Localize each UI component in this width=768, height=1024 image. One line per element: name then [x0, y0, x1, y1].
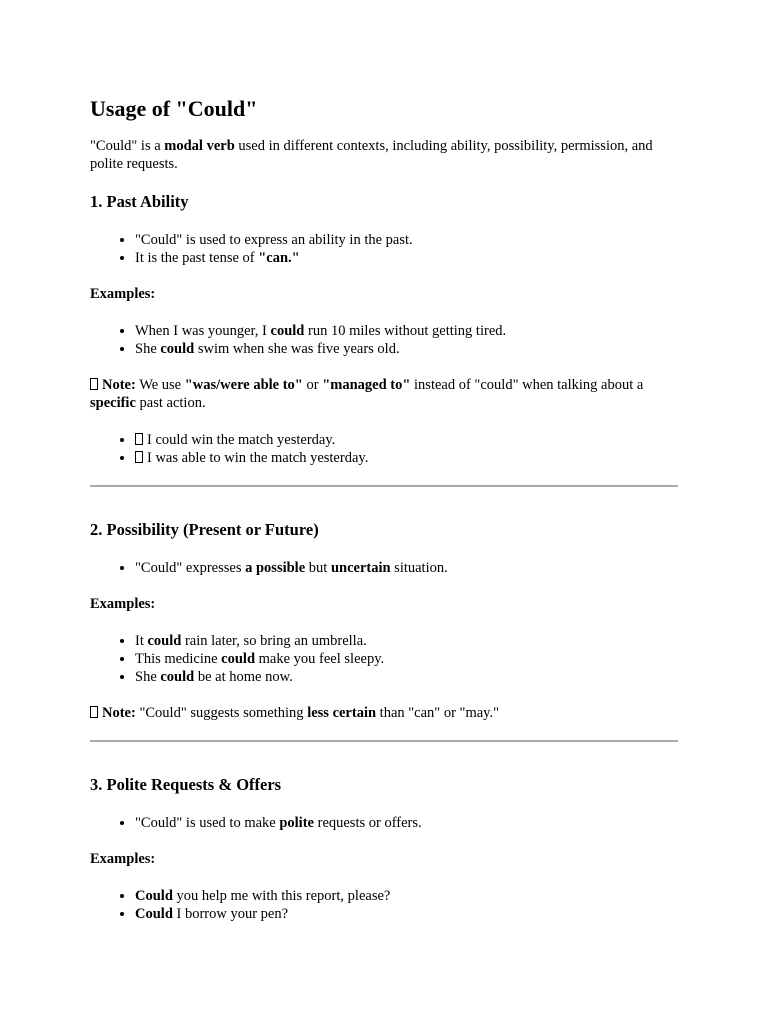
note-bold: "managed to": [322, 377, 411, 393]
bullet-bold: a possible: [245, 560, 306, 576]
list-item: [135, 340, 678, 358]
section-3-examples: [90, 887, 678, 923]
section-2-examples: [90, 632, 678, 686]
missing-glyph-icon: [90, 706, 98, 718]
list-item: [135, 668, 678, 686]
section-2-examples-label: Examples:: [90, 596, 156, 612]
list-item: [135, 632, 678, 650]
bullet-bold: "can.": [258, 250, 300, 266]
intro-text: "Could" is a: [90, 138, 165, 154]
missing-glyph-icon: [135, 433, 143, 445]
list-item: [135, 249, 678, 267]
example-text: run 10 miles without getting tired.: [304, 323, 507, 339]
bullet-text: but: [305, 560, 331, 576]
example-bold: could: [160, 669, 195, 685]
example-bold: Could: [135, 906, 173, 922]
list-item: [135, 449, 678, 467]
bullet-text: "Could" is used to express an ability in the past.: [135, 232, 413, 248]
section-1-compare: [90, 431, 678, 467]
intro-text-end: used in different contexts, including ability, possibility, permission, and polite requests.: [90, 138, 653, 172]
list-item: [135, 814, 678, 832]
section-divider: [90, 740, 678, 742]
bullet-text: It is the past tense of: [135, 250, 259, 266]
section-2-bullets: [90, 559, 678, 577]
list-item: [135, 650, 678, 668]
example-text: be at home now.: [194, 669, 293, 685]
example-text: I borrow your pen?: [172, 906, 289, 922]
section-1-note: [90, 376, 678, 412]
bullet-bold: polite: [279, 815, 314, 831]
bullet-text: requests or offers.: [313, 815, 422, 831]
missing-glyph-icon: [90, 378, 98, 390]
section-3-examples-label: Examples:: [90, 851, 156, 867]
list-item: [135, 887, 678, 905]
bullet-bold: uncertain: [330, 560, 391, 576]
note-text: "Could" suggests something: [135, 705, 308, 721]
note-text: We use: [135, 377, 185, 393]
list-item: [135, 905, 678, 923]
list-item: [135, 559, 678, 577]
note-bold: specific: [90, 395, 136, 411]
example-text: When I was younger, I: [135, 323, 271, 339]
section-1-title: 1. Past Ability: [90, 192, 189, 211]
bullet-text: situation.: [390, 560, 448, 576]
example-bold: Could: [135, 888, 173, 904]
example-text: you help me with this report, please?: [172, 888, 391, 904]
section-2-note: [90, 704, 678, 722]
note-text: than "can" or "may.": [376, 705, 500, 721]
section-2-title: 2. Possibility (Present or Future): [90, 520, 319, 539]
note-bold: "was/were able to": [184, 377, 303, 393]
example-bold: could: [160, 341, 195, 357]
section-3-bullets: [90, 814, 678, 832]
note-text: past action.: [135, 395, 206, 411]
example-text: She: [135, 669, 161, 685]
note-text: or: [302, 377, 323, 393]
example-text: make you feel sleepy.: [255, 651, 385, 667]
note-label: Note:: [102, 705, 136, 721]
list-item: [135, 322, 678, 340]
example-text: swim when she was five years old.: [194, 341, 400, 357]
intro-paragraph: [90, 137, 678, 173]
intro-bold: modal verb: [164, 138, 235, 154]
compare-text: I could win the match yesterday.: [147, 432, 336, 448]
example-bold: could: [147, 633, 182, 649]
example-text: It: [135, 633, 148, 649]
section-1-examples-label: Examples:: [90, 286, 156, 302]
section-3-title: 3. Polite Requests & Offers: [90, 775, 282, 794]
example-bold: could: [221, 651, 256, 667]
note-text: instead of "could" when talking about a: [410, 377, 644, 393]
page-title: Usage of "Could": [90, 96, 258, 121]
list-item: [135, 431, 678, 449]
example-bold: could: [270, 323, 305, 339]
missing-glyph-icon: [135, 451, 143, 463]
section-1-bullets: [90, 231, 678, 267]
section-divider: [90, 485, 678, 487]
list-item: [135, 231, 678, 249]
example-text: This medicine: [135, 651, 222, 667]
bullet-text: "Could" is used to make: [135, 815, 280, 831]
compare-text: I was able to win the match yesterday.: [147, 450, 369, 466]
note-bold: less certain: [307, 705, 377, 721]
example-text: She: [135, 341, 161, 357]
bullet-text: "Could" expresses: [135, 560, 246, 576]
note-label: Note:: [102, 377, 136, 393]
example-text: rain later, so bring an umbrella.: [181, 633, 367, 649]
section-1-examples: [90, 322, 678, 358]
